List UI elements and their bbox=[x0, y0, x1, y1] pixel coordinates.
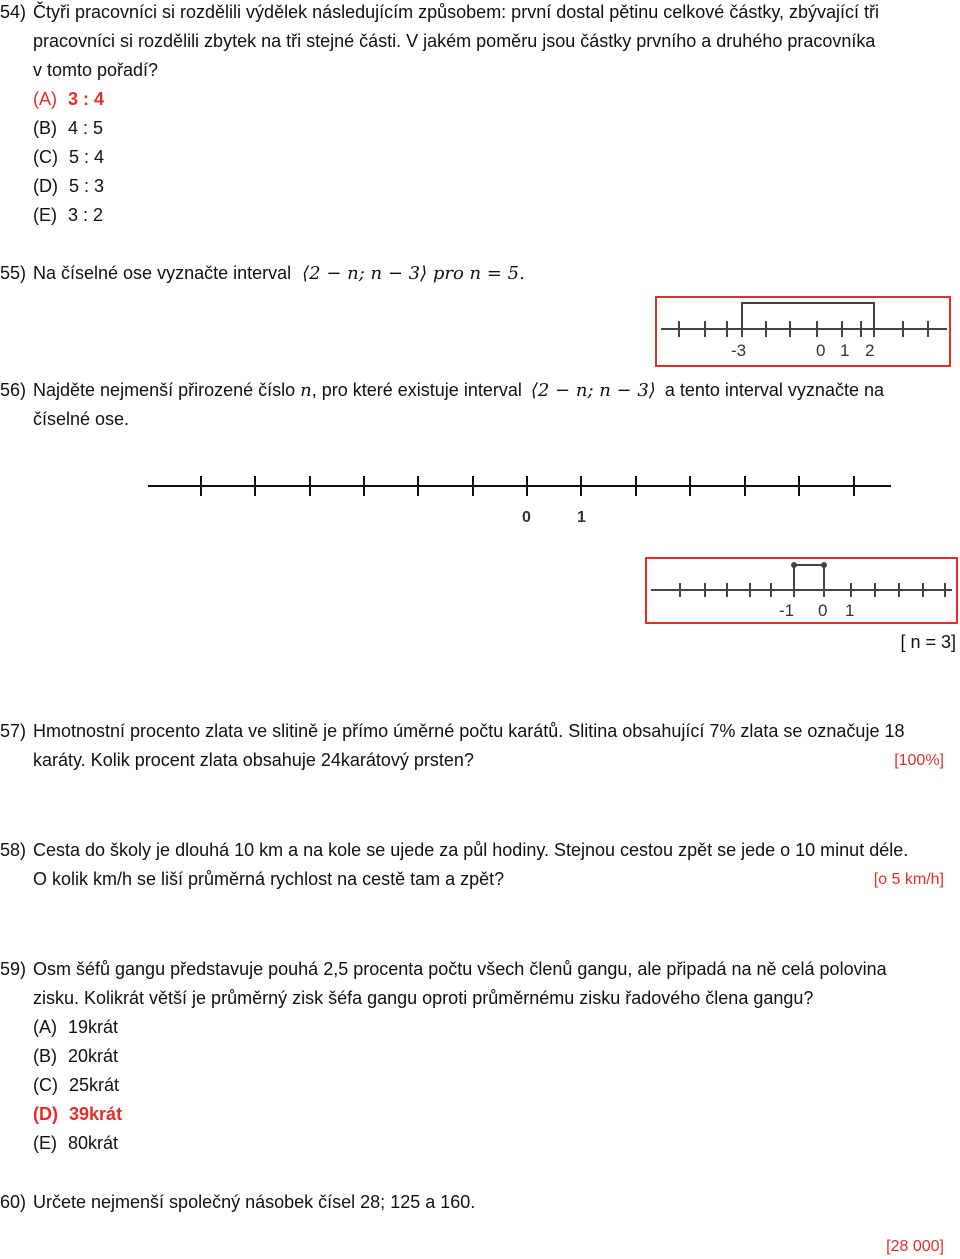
option-text: 5 : 3 bbox=[69, 176, 105, 196]
axis-ticks bbox=[680, 564, 945, 597]
answer-figure-55 bbox=[655, 296, 951, 367]
question-text bbox=[33, 380, 884, 401]
tick-label: 0 bbox=[522, 509, 531, 526]
answer-56: [ n = 3] bbox=[900, 632, 956, 652]
option-a bbox=[33, 1017, 118, 1038]
option-text: 19krát bbox=[68, 1017, 119, 1037]
option-text: 80krát bbox=[68, 1133, 119, 1153]
answer-58: [o 5 km/h] bbox=[873, 871, 944, 888]
tick-label: 1 bbox=[577, 509, 586, 526]
question-number: 58) bbox=[0, 840, 27, 860]
tick-label: 1 bbox=[840, 341, 850, 360]
math-expression: ⟨2 − n; n − 3⟩ bbox=[530, 380, 656, 401]
option-label: (E) bbox=[33, 1133, 57, 1153]
option-b bbox=[33, 118, 103, 139]
closed-endpoint bbox=[821, 562, 827, 568]
option-a bbox=[33, 89, 104, 110]
option-text: 20krát bbox=[68, 1046, 119, 1066]
question-number: 54) bbox=[0, 2, 27, 22]
question-text-line: číselné ose. bbox=[33, 409, 130, 429]
option-label: (A) bbox=[33, 1017, 57, 1037]
question-text-line: pracovníci si rozdělili zbytek na tři stejné části. V jakém poměru jsou částky prvního a druhého pracovníka bbox=[33, 31, 876, 51]
option-e bbox=[33, 205, 103, 226]
question-text-line: v tomto pořadí? bbox=[33, 60, 159, 80]
answer-figure-56 bbox=[645, 557, 958, 624]
question-text-line: zisku. Kolikrát větší je průměrný zisk šéfa gangu oproti průměrnému zisku řadového člena gangu? bbox=[33, 988, 814, 1008]
question-text-main: Na číselné ose vyznačte interval bbox=[33, 263, 292, 283]
number-line-55 bbox=[657, 298, 949, 365]
tick-label: 1 bbox=[845, 601, 855, 620]
question-text: Určete nejmenší společný násobek čísel 28; 125 a 160. bbox=[33, 1192, 476, 1212]
question-number: 59) bbox=[0, 959, 27, 979]
closed-endpoint bbox=[791, 562, 797, 568]
question-text-line: karáty. Kolik procent zlata obsahuje 24karátový prsten? bbox=[33, 750, 474, 770]
option-text: 3 : 4 bbox=[68, 89, 105, 109]
number-line-56 bbox=[647, 559, 956, 622]
question-text-part: Najděte nejmenší přirozené číslo bbox=[33, 380, 296, 400]
question-text-line: Cesta do školy je dlouhá 10 km a na kole se ujede za půl hodiny. Stejnou cestou zpět se jede o 10 minut déle. bbox=[33, 840, 909, 860]
question-number: 55) bbox=[0, 263, 27, 283]
math-variable: n bbox=[300, 380, 312, 401]
option-e bbox=[33, 1133, 118, 1154]
question-text-line: Hmotnostní procento zlata ve slitině je přímo úměrné počtu karátů. Slitina obsahující 7% zlata se označuje 18 bbox=[33, 721, 905, 741]
option-text: 3 : 2 bbox=[68, 205, 104, 225]
option-text: 25krát bbox=[69, 1075, 120, 1095]
answer-60: [28 000] bbox=[886, 1238, 944, 1255]
option-label: (D) bbox=[33, 176, 58, 196]
option-label: (B) bbox=[33, 118, 57, 138]
option-text: 4 : 5 bbox=[68, 118, 104, 138]
question-number: 57) bbox=[0, 721, 27, 741]
blank-number-line-56 bbox=[145, 472, 895, 528]
tick-label: -1 bbox=[779, 601, 795, 620]
answer-57: [100%] bbox=[894, 752, 944, 769]
question-number: 56) bbox=[0, 380, 27, 400]
question-text bbox=[33, 263, 525, 284]
option-label: (C) bbox=[33, 147, 58, 167]
option-c bbox=[33, 1075, 119, 1096]
option-b bbox=[33, 1046, 118, 1067]
option-d bbox=[33, 176, 104, 197]
option-label: (C) bbox=[33, 1075, 58, 1095]
tick-label: 2 bbox=[865, 341, 875, 360]
option-text: 5 : 4 bbox=[69, 147, 105, 167]
question-text-line: Osm šéfů gangu představuje pouhá 2,5 procenta počtu všech členů gangu, ale připadá na ně celá polovina bbox=[33, 959, 887, 979]
option-label: (A) bbox=[33, 89, 57, 109]
option-d bbox=[33, 1104, 122, 1125]
option-label: (B) bbox=[33, 1046, 57, 1066]
question-text-part: a tento interval vyznačte na bbox=[664, 380, 884, 400]
question-text-line: Čtyři pracovníci si rozdělili výdělek následujícím způsobem: první dostal pětinu celkové částky, zbývající tři bbox=[33, 2, 880, 22]
axis-ticks bbox=[679, 302, 928, 337]
math-expression: ⟨2 − n; n − 3⟩ pro n = 5. bbox=[302, 263, 525, 284]
option-label: (E) bbox=[33, 205, 57, 225]
tick-label: 0 bbox=[818, 601, 828, 620]
question-text-part: , pro které existuje interval bbox=[311, 380, 522, 400]
option-label: (D) bbox=[33, 1104, 58, 1124]
tick-label: -3 bbox=[731, 341, 747, 360]
question-number: 60) bbox=[0, 1192, 27, 1212]
tick-label: 0 bbox=[816, 341, 826, 360]
option-c bbox=[33, 147, 104, 168]
option-text: 39krát bbox=[69, 1104, 123, 1124]
question-text-line: O kolik km/h se liší průměrná rychlost na cestě tam a zpět? bbox=[33, 869, 505, 889]
